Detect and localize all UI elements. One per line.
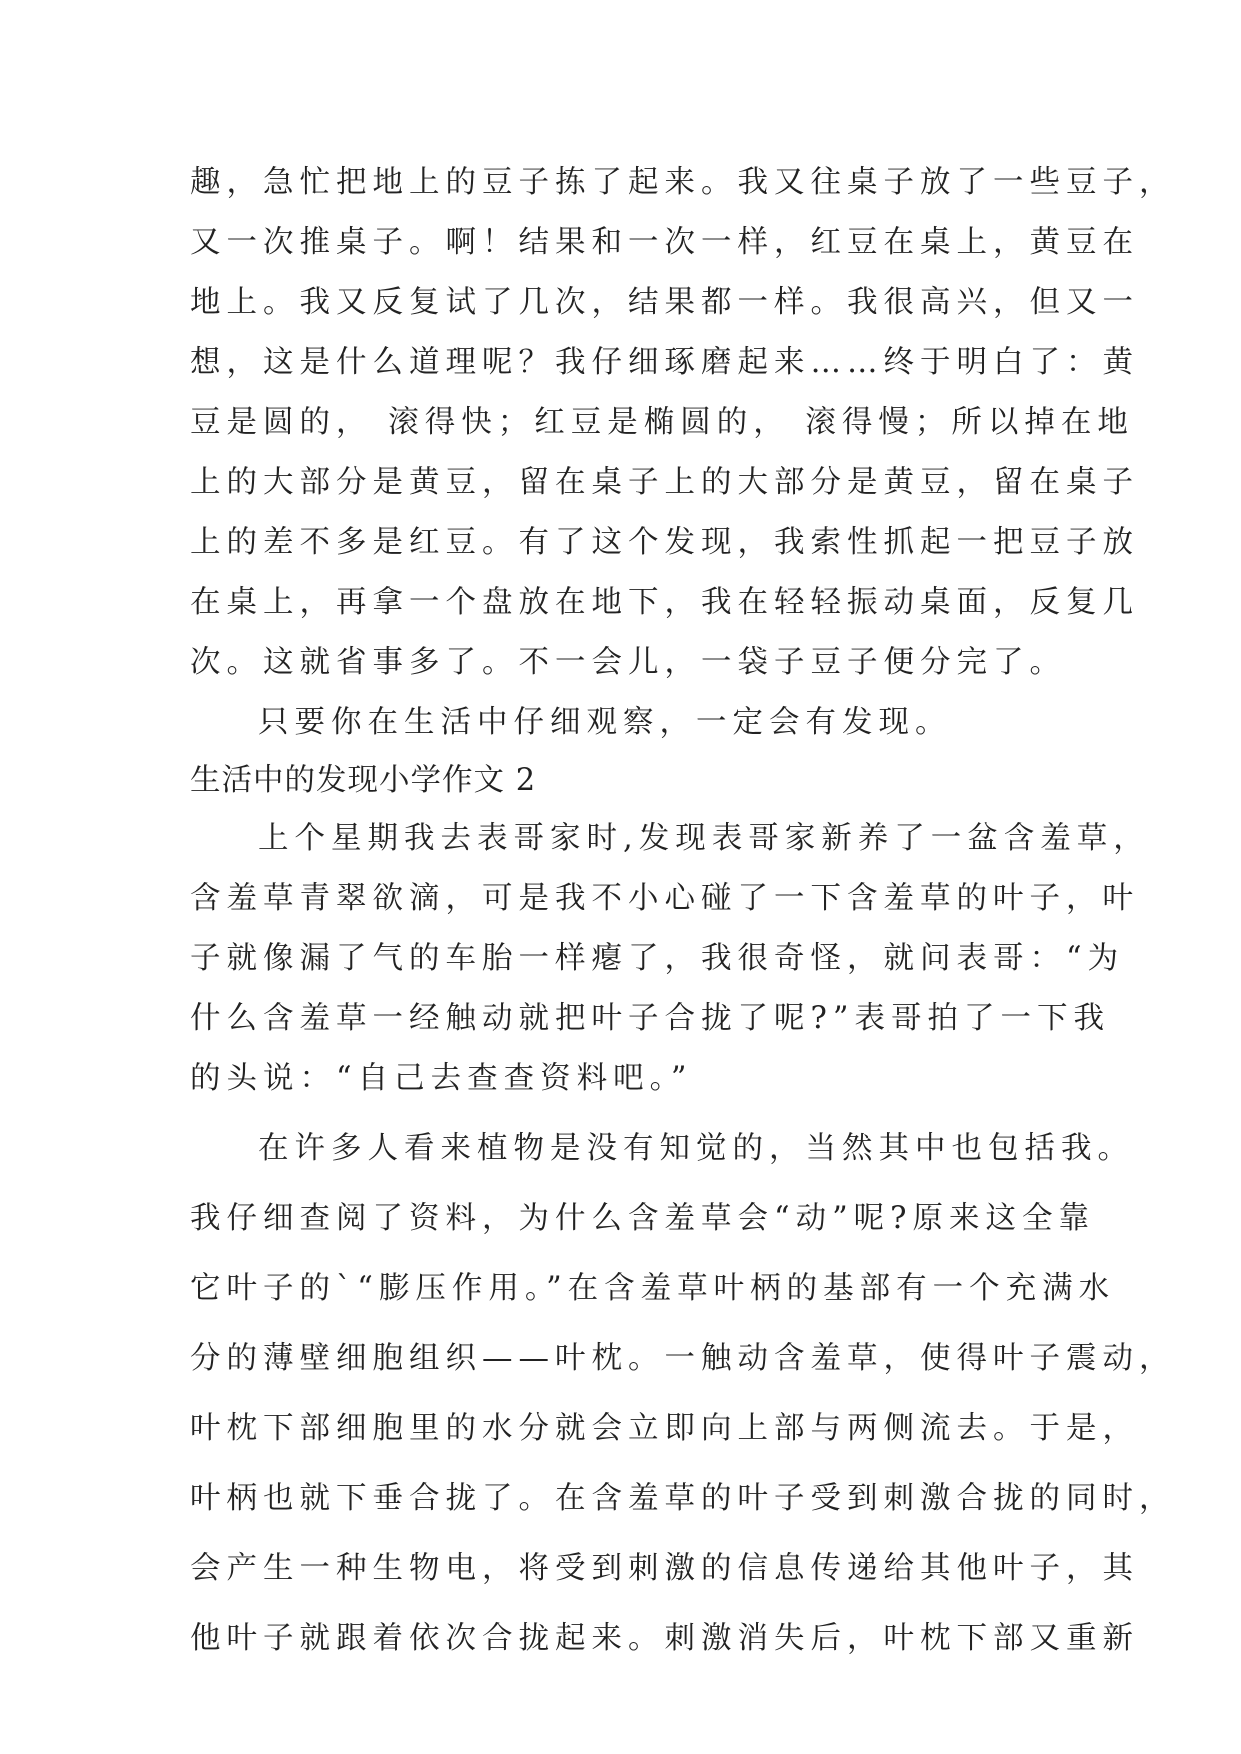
text-line: 地上。我又反复试了几次，结果都一样。我很高兴，但又一: [190, 285, 1139, 320]
text-line: 上个星期我去表哥家时,发现表哥家新养了一盆含羞草，: [258, 821, 1150, 856]
text-line: 的头说：“自己去查查资料吧。”: [190, 1061, 693, 1096]
text-line: 又一次推桌子。啊！结果和一次一样，红豆在桌上，黄豆在: [190, 225, 1139, 260]
text-line: 在许多人看来植物是没有知觉的，当然其中也包括我。: [258, 1131, 1134, 1166]
text-line: 豆是圆的， 滚得快；红豆是椭圆的， 滚得慢；所以掉在地: [190, 405, 1134, 440]
text-line: 叶枕下部细胞里的水分就会立即向上部与两侧流去。于是，: [190, 1411, 1139, 1446]
text-line: 分的薄壁细胞组织——叶枕。一触动含羞草，使得叶子震动，: [190, 1341, 1176, 1376]
text-line: 叶柄也就下垂合拢了。在含羞草的叶子受到刺激合拢的同时，: [190, 1481, 1176, 1516]
text-line: 上的大部分是黄豆，留在桌子上的大部分是黄豆，留在桌子: [190, 465, 1139, 500]
text-line: 只要你在生活中仔细观察，一定会有发现。: [258, 705, 952, 740]
text-line: 趣，急忙把地上的豆子拣了起来。我又往桌子放了一些豆子，: [190, 165, 1176, 200]
section-heading: 生活中的发现小学作文 2: [190, 763, 537, 798]
text-line: 他叶子就跟着依次合拢起来。刺激消失后，叶枕下部又重新: [190, 1621, 1139, 1656]
text-line: 什么含羞草一经触动就把叶子合拢了呢?”表哥拍了一下我: [190, 1001, 1110, 1036]
text-line: 含羞草青翠欲滴，可是我不小心碰了一下含羞草的叶子，叶: [190, 881, 1139, 916]
text-line: 想，这是什么道理呢？我仔细琢磨起来……终于明白了：黄: [190, 345, 1139, 380]
text-line: 会产生一种生物电，将受到刺激的信息传递给其他叶子，其: [190, 1551, 1139, 1586]
text-line: 在桌上，再拿一个盘放在地下，我在轻轻振动桌面，反复几: [190, 585, 1139, 620]
text-line: 我仔细查阅了资料，为什么含羞草会“动”呢?原来这全靠: [190, 1201, 1096, 1236]
text-line: 它叶子的`“膨压作用。”在含羞草叶柄的基部有一个充满水: [190, 1271, 1116, 1306]
text-line: 次。这就省事多了。不一会儿，一袋子豆子便分完了。: [190, 645, 1066, 680]
text-line: 上的差不多是红豆。有了这个发现，我索性抓起一把豆子放: [190, 525, 1139, 560]
text-line: 子就像漏了气的车胎一样瘪了，我很奇怪，就问表哥：“为: [190, 941, 1125, 976]
